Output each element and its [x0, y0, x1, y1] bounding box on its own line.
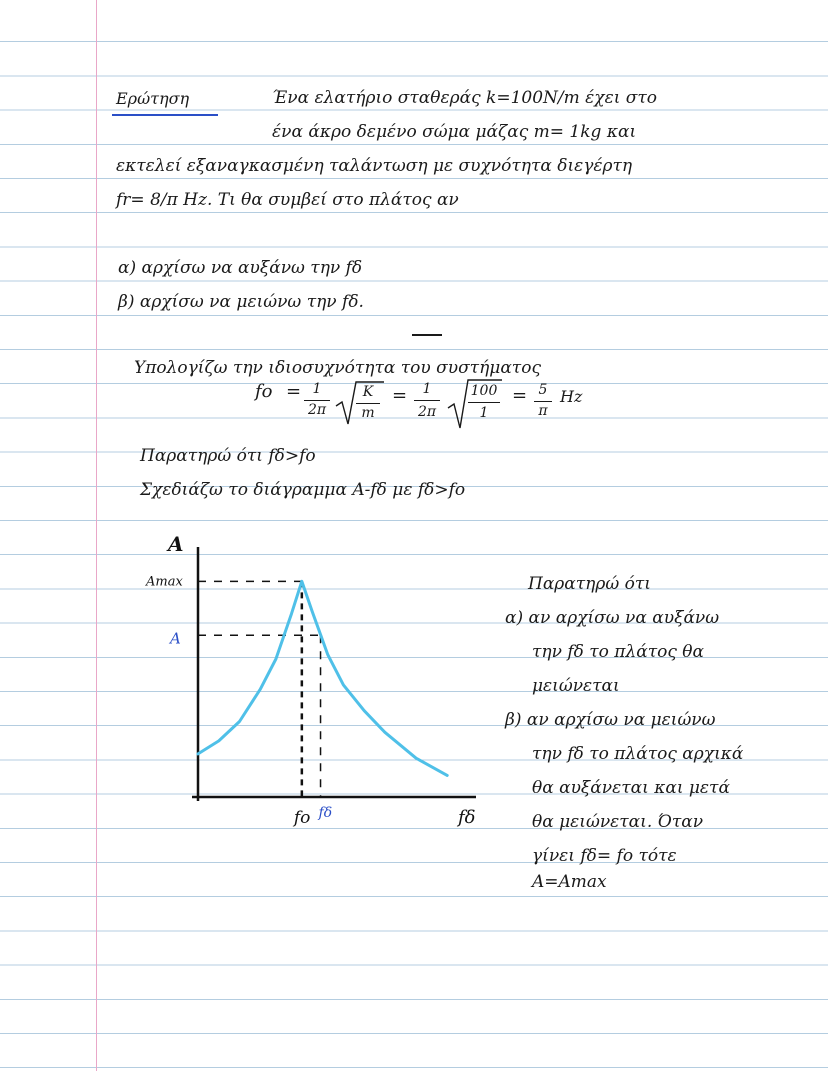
formula-equals-3: = — [512, 385, 528, 406]
notes-title: Παρατηρώ ότι — [528, 574, 651, 594]
notes-line-1: α) αν αρχίσω να αυξάνω — [505, 608, 720, 628]
option-b: β) αρχίσω να μειώνω την fδ. — [118, 292, 364, 312]
y-axis-label: A — [168, 535, 184, 556]
formula-result-bar — [534, 401, 552, 402]
formula-eq2-rad-bar — [468, 402, 500, 403]
chart-curve — [198, 581, 447, 775]
formula-rad-num: K — [362, 384, 374, 400]
notes-line-2: την fδ το πλάτος θα — [532, 642, 705, 662]
formula-eq2-num: 1 — [422, 381, 432, 397]
x-tick-fo: fo — [293, 808, 311, 828]
formula-equals-1: = — [286, 381, 302, 402]
notes-line-8: γίνει fδ= fo τότε — [532, 846, 677, 866]
y-tick-a: A — [170, 629, 181, 648]
formula-coef-bar — [304, 400, 330, 401]
chart-axes — [192, 547, 476, 801]
chart-labels — [145, 535, 476, 828]
margin-line — [96, 0, 97, 1071]
observation: Παρατηρώ ότι fδ>fo — [140, 446, 316, 466]
notes-line-9: A=Amax — [532, 872, 607, 892]
option-a: α) αρχίσω να αυξάνω την fδ — [118, 258, 363, 278]
formula-result-den: π — [538, 403, 548, 419]
notes-line-4: β) αν αρχίσω να μειώνω — [505, 710, 716, 730]
notes-line-5: την fδ το πλάτος αρχικά — [532, 744, 744, 764]
resonance-curve — [198, 581, 447, 775]
sketch-instruction: Σχεδιάζω το διάγραμμα A-fδ με fδ>fo — [140, 480, 466, 500]
formula-unit: Hz — [560, 387, 583, 406]
x-tick-fdelta: fδ — [318, 805, 333, 821]
question-label-underline — [112, 114, 218, 116]
formula-rad-den: m — [361, 405, 375, 421]
formula-coef-num: 1 — [312, 381, 322, 397]
notes-line-6: θα αυξάνεται και μετά — [532, 778, 730, 798]
section-separator — [412, 334, 442, 336]
solution-intro: Υπολογίζω την ιδιοσυχνότητα του συστήματος — [134, 358, 541, 378]
formula-coef-den: 2π — [307, 402, 327, 418]
question-label: Ερώτηση — [116, 89, 190, 108]
x-axis-label: fδ — [458, 807, 476, 828]
notes-line-3: μειώνεται — [532, 676, 620, 696]
problem-line-2: ένα άκρο δεμένο σώμα μάζας m= 1kg και — [272, 122, 637, 142]
problem-line-3: εκτελεί εξαναγκασμένη ταλάντωση με συχνότητα διεγέρτη — [116, 156, 633, 176]
formula-lhs: fo — [255, 381, 273, 402]
formula-eq2-rad-num: 100 — [470, 383, 498, 399]
problem-line-4: fr= 8/π Hz. Τι θα συμβεί στο πλάτος αν — [116, 190, 459, 210]
formula-eq2-den: 2π — [417, 404, 437, 420]
formula-result-num: 5 — [538, 382, 548, 398]
resonance-chart — [140, 535, 480, 835]
notes-line-7: θα μειώνεται. Όταν — [532, 812, 704, 832]
formula-eq2-bar — [414, 400, 440, 401]
problem-line-1: Ένα ελατήριο σταθεράς k=100N/m έχει στο — [272, 88, 658, 108]
formula-rad-bar — [356, 403, 380, 404]
y-tick-amax: Amax — [146, 574, 183, 590]
formula-eq2-rad-den: 1 — [479, 405, 489, 421]
formula-equals-2: = — [392, 385, 408, 406]
